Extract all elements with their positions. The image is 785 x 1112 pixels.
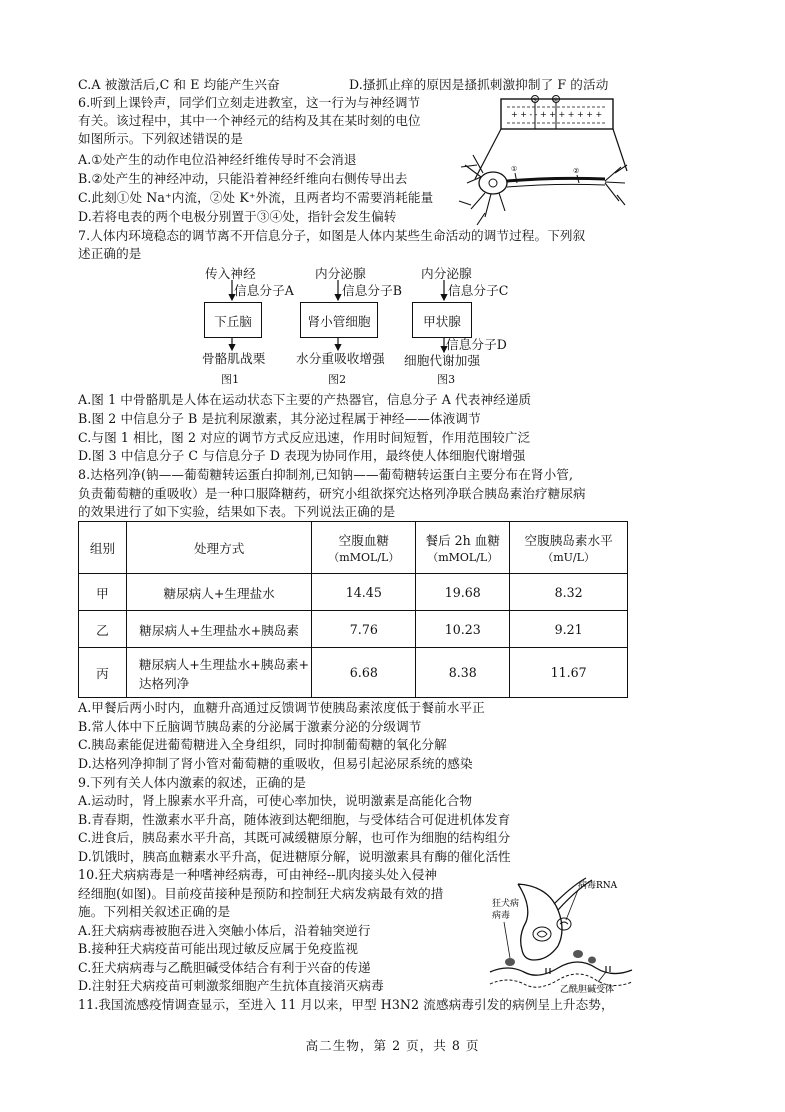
q8-option-d: D.达格列净抑制了肾小管对葡萄糖的重吸收，但易引起泌尿系统的感染: [78, 756, 473, 771]
fig1-caption: 图1: [221, 373, 240, 386]
q7-option-a: A.图 1 中骨骼肌是人体在运动状态下主要的产热器官，信息分子 A 代表神经递质: [78, 392, 532, 407]
q9-option-d: D.饥饿时，胰高血糖素水平升高，促进糖原分解，说明激素具有酶的催化活性: [78, 849, 511, 864]
q7-stem-line2: 述正确的是: [78, 246, 142, 261]
q6-option-c: C.此刻①处 Na⁺内流，②处 K⁺外流，且两者均不需要消耗能量: [78, 190, 434, 205]
fig1-source: 传入神经: [205, 266, 256, 281]
header-group: 组别: [79, 522, 127, 574]
table-header-row: [79, 522, 628, 574]
q7-option-c: C.与图 1 相比，图 2 对应的调节方式反应迅速，作用时间短暂，作用范围较广泛: [78, 430, 531, 445]
fig3-source: 内分泌腺: [421, 266, 472, 281]
label-rabies-virus-2: 病毒: [492, 911, 511, 921]
q8-results-table: [78, 521, 628, 698]
fig2-box: 肾小管细胞: [300, 302, 378, 338]
header-treatment: 处理方式: [126, 522, 312, 574]
label-n3: ③: [532, 97, 538, 104]
fig1-effect: 骨骼肌战栗: [202, 351, 266, 366]
q8-option-c: C.胰岛素能促进葡萄糖进入全身组织，同时抑制葡萄糖的氧化分解: [78, 737, 447, 752]
header-post-unit: （mMOL/L）: [427, 551, 499, 564]
header-insulin: [510, 522, 628, 574]
fig2-effect: 水分重吸收增强: [296, 351, 385, 366]
label-n2: ②: [573, 167, 580, 175]
cell-post2h: 10.23: [416, 611, 510, 648]
cell-insulin: 9.21: [510, 611, 628, 648]
q8-stem-line2: 负责葡萄糖的重吸收）是一种口服降糖药，研究小组欲探究达格列净联合胰岛素治疗糖尿病: [78, 486, 586, 501]
page-footer: 高二生物，第 2 页，共 8 页: [305, 1038, 480, 1053]
q10-option-a: A.狂犬病病毒被胞吞进入突触小体后，沿着轴突逆行: [78, 923, 371, 938]
cell-insulin: 11.67: [510, 648, 628, 698]
q8-option-b: B.常人体中下丘脑调节胰岛素的分泌属于激素分泌的分级调节: [78, 719, 422, 734]
q6-stem-line1: 6.听到上课铃声，同学们立刻走进教室，这一行为与神经调节: [78, 95, 421, 110]
fig3-box: 甲状腺: [412, 302, 472, 338]
header-insulin-unit: （mU/L）: [542, 551, 595, 564]
svg-text:+ + - - + + + + + + +: + + - - + + + + + + +: [511, 110, 603, 119]
q9-option-b: B.青春期，性激素水平升高，随体液到达靶细胞，与受体结合可促进机体发育: [78, 812, 511, 827]
table-row: [79, 574, 628, 611]
cell-treatment: 糖尿病人+生理盐水: [126, 574, 312, 611]
label-n4: ④: [553, 97, 559, 104]
q10-option-c: C.狂犬病病毒与乙酰胆碱受体结合有利于兴奋的传递: [78, 960, 371, 975]
q7-figure-arrows: [0, 0, 785, 400]
q7-option-b: B.图 2 中信息分子 B 是抗利尿激素，其分泌过程属于神经——体液调节: [78, 411, 481, 426]
q11-stem-line1: 11.我国流感疫情调查显示，至进入 11 月以来，甲型 H3N2 流感病毒引发的病例呈上升态势，: [78, 997, 614, 1012]
fig2-source: 内分泌腺: [315, 266, 366, 281]
fig1-signal: 信息分子A: [234, 283, 294, 298]
fig3-effect: 细胞代谢加强: [404, 353, 481, 368]
cell-post2h: 19.68: [416, 574, 510, 611]
q9-option-c: C.进食后，胰岛素水平升高，其既可减缓糖原分解，也可作为细胞的结构组分: [78, 830, 511, 845]
cell-fasting: 6.68: [312, 648, 416, 698]
label-rabies-virus-1: 狂犬病: [492, 899, 520, 909]
cell-treatment: [126, 648, 312, 698]
label-virus-rna: 病毒RNA: [578, 881, 618, 891]
cell-treatment: 糖尿病人+生理盐水+胰岛素: [126, 611, 312, 648]
q10-option-d: D.注射狂犬病疫苗可刺激浆细胞产生抗体直接消灭病毒: [78, 978, 384, 993]
fig2-caption: 图2: [328, 373, 347, 386]
cell-group: 甲: [79, 574, 127, 611]
q10-stem-line1: 10.狂犬病病毒是一种嗜神经病毒，可由神经--肌肉接头处入侵神: [78, 867, 438, 882]
header-fasting-glucose: [312, 522, 416, 574]
q9-stem: 9.下列有关人体内激素的叙述，正确的是: [78, 775, 307, 790]
q6-stem-line2: 有关。该过程中，其中一个神经元的结构及其在某时刻的电位: [78, 113, 421, 128]
q6-stem-line3: 如图所示。下列叙述错误的是: [78, 131, 244, 146]
q5-option-c: C.A 被激活后,C 和 E 均能产生兴奋: [78, 77, 280, 92]
table-row: [79, 648, 628, 698]
q6-option-d: D.若将电表的两个电极分别置于③④处，指针会发生偏转: [78, 209, 397, 224]
header-insulin-label: 空腹胰岛素水平: [524, 533, 613, 548]
q10-stem-line2: 经细胞(如图)。目前疫苗接种是预防和控制狂犬病发病最有效的措: [78, 886, 444, 901]
cell-treatment-line1: 糖尿病人+生理盐水+胰岛素+: [138, 656, 310, 672]
header-post-label: 餐后 2h 血糖: [425, 533, 500, 548]
header-post-glucose: [416, 522, 510, 574]
q7-option-d: D.图 3 中信息分子 C 与信息分子 D 表现为协同作用，最终使人体细胞代谢增强: [78, 448, 526, 463]
cell-post2h: 8.38: [416, 648, 510, 698]
cell-fasting: 14.45: [312, 574, 416, 611]
q6-option-b: B.②处产生的神经冲动，只能沿着神经纤维向右侧传导出去: [78, 171, 408, 186]
q8-option-a: A.甲餐后两小时内，血糖升高通过反馈调节使胰岛素浓度低于餐前水平正: [78, 700, 485, 715]
fig2-signal: 信息分子B: [342, 283, 403, 298]
fig1-box: 下丘脑: [204, 302, 262, 338]
header-fasting-label: 空腹血糖: [338, 533, 389, 548]
q8-stem-line1: 8.达格列净(钠——葡萄糖转运蛋白抑制剂,已知钠——葡萄糖转运蛋白主要分布在肾小管,: [78, 467, 574, 482]
table-row: [79, 611, 628, 648]
cell-group: 丙: [79, 648, 127, 698]
q7-stem-line1: 7.人体内环境稳态的调节离不开信息分子，如图是人体内某些生命活动的调节过程。下列叙: [78, 228, 586, 243]
fig3-caption: 图3: [437, 373, 456, 386]
cell-group: 乙: [79, 611, 127, 648]
label-n1: ①: [511, 165, 518, 173]
q5-option-d: D.搔抓止痒的原因是搔抓刺激抑制了 F 的活动: [349, 77, 609, 92]
q10-stem-line3: 施。下列相关叙述正确的是: [78, 904, 231, 919]
q6-option-a: A.①处产生的动作电位沿神经纤维传导时不会消退: [78, 152, 357, 167]
fig3-signal2: 信息分子D: [446, 337, 507, 352]
cell-fasting: 7.76: [312, 611, 416, 648]
q8-stem-line3: 的效果进行了如下实验，结果如下表。下列说法正确的是: [78, 504, 396, 519]
cell-insulin: 8.32: [510, 574, 628, 611]
header-fasting-unit: （mMOL/L）: [328, 551, 400, 564]
q10-option-b: B.接种狂犬病疫苗可能出现过敏反应属于免疫监视: [78, 941, 359, 956]
fig3-signal: 信息分子C: [448, 283, 509, 298]
label-ach-receptor: 乙酰胆碱受体: [560, 985, 615, 994]
cell-treatment-line2: 达格列净: [138, 675, 190, 691]
q9-option-a: A.运动时，肾上腺素水平升高，可使心率加快，说明激素是高能化合物: [78, 793, 473, 808]
synapse-virus-diagram: [488, 876, 634, 994]
